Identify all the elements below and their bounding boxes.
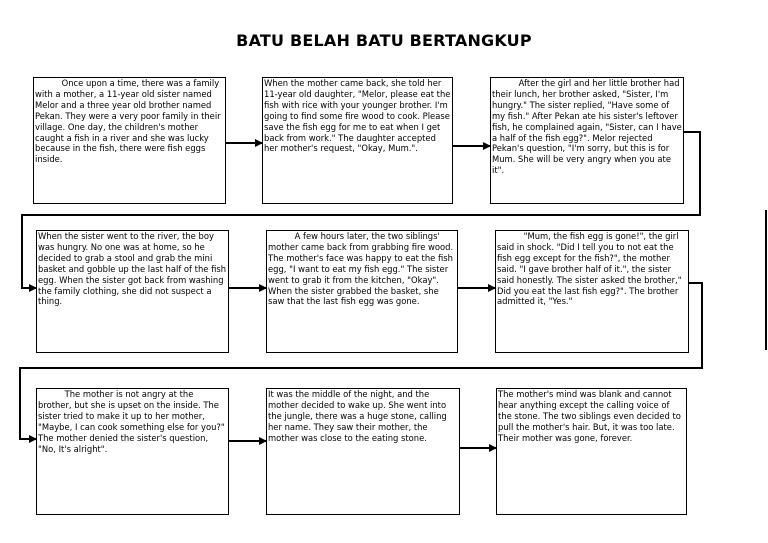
diagram-title: BATU BELAH BATU BERTANGKUP [236, 31, 532, 50]
story-text-3: After the girl and her little brother had their lunch, her brother asked, "Sister, I'm hungry." The sister replied, "Have some of my fish." After Pekan ate his sister's leftover fish, he complained again, "Sister, can I have a half of the fish egg?". Melor rejected Pekan's question, "I'm sorry, but this is for Mum. She will be very angry when you ate it". [492, 78, 685, 176]
story-text-2: When the mother came back, she told her 11-year old daughter, "Melor, please eat the fish with rice with your younger brother. I'm going to find some fire wood to cook. Please save the fish egg for me to eat when I get back from work." The daughter accepted her mother's request, "Okay, Mum.". [264, 78, 454, 154]
story-box-6 [495, 230, 689, 353]
story-box-4 [36, 230, 229, 353]
story-text-1: Once upon a time, there was a family with a mother, a 11-year old sister named Melor and a three year old brother named Pekan. They were a very poor family in their village. One day, the children's mother caught a fish in a river and she was lucky because in the fish, there were fish eggs inside. [35, 78, 224, 165]
story-box-2 [262, 77, 453, 204]
edge-line [765, 210, 767, 350]
story-box-1 [33, 77, 226, 204]
story-box-7 [36, 388, 229, 515]
story-text-8: It was the middle of the night, and the mother decided to wake up. She went into the jungle, there was a huge stone, calling her name. They saw their mother, the mother was close to the eating stone. [268, 389, 450, 443]
story-text-4: When the sister went to the river, the boy was hungry. No one was at home, so he decided to grab a stool and grab the mini basket and gobble up the last half of the fish egg. When the sister got back from washing the family clothing, she did not suspect a thing. [38, 231, 229, 307]
story-box-9 [496, 388, 687, 515]
story-text-9: The mother's mind was blank and cannot hear anything except the calling voice of the stone. The two siblings even decided to pull the mother's hair. But, it was too late. Their mother was gone, forever. [498, 389, 684, 443]
story-text-6: "Mum, the fish egg is gone!", the girl said in shock. "Did I tell you to not eat the fish egg except for the fish?", the mother said. "I gave brother half of it.", the sister said honestly. The sister asked the brother," Did you eat the last fish egg?". The brother admitted it, "Yes." [497, 231, 685, 307]
story-box-5 [266, 230, 458, 353]
story-text-5: A few hours later, the two siblings' mother came back from grabbing fire wood. The mother's face was happy to eat the fish egg, "I want to eat my fish egg." The sister went to grab it from the kitchen, "Okay". When the sister grabbed the basket, she saw that the last fish egg was gone. [268, 231, 456, 307]
story-box-3 [490, 77, 684, 204]
story-box-8 [266, 388, 460, 515]
story-text-7: The mother is not angry at the brother, but she is upset on the inside. The sister tried to make it up to her mother, "Maybe, I can cook something else for you?" The mother denied the sister's question, "No, It's alright". [38, 389, 228, 454]
